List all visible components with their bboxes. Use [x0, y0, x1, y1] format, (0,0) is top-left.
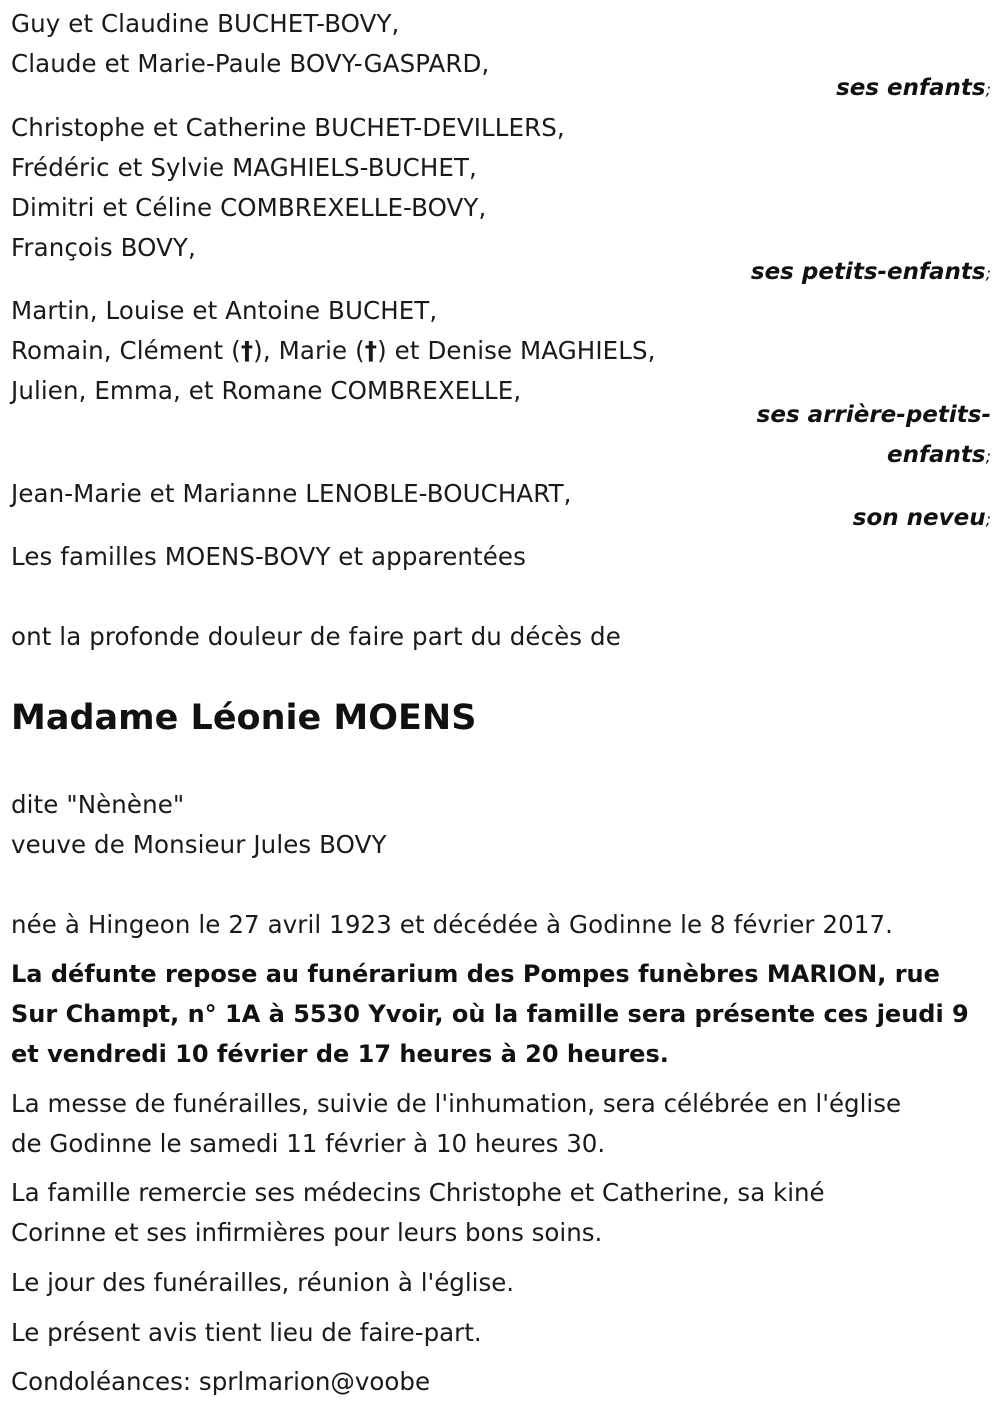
meeting-line: Le jour des funérailles, réunion à l'église.	[11, 1268, 515, 1297]
nephew-line: Jean-Marie et Marianne LENOBLE-BOUCHART,	[11, 479, 572, 508]
families-line: Les familles MOENS-BOVY et apparentées	[11, 542, 526, 571]
grandchildren-line-1: Christophe et Catherine BUCHET-DEVILLERS,	[11, 113, 565, 142]
relation-punct: ;	[985, 510, 991, 529]
text-part: Romain, Clément (	[11, 336, 241, 365]
text-part: ) et Denise MAGHIELS,	[377, 336, 656, 365]
thanks-paragraph	[11, 1173, 991, 1253]
funerarium-line-3: et vendredi 10 février de 17 heures à 20 heures.	[11, 1040, 669, 1068]
great-grandchildren-line-2	[11, 331, 991, 371]
nickname-line: dite "Nènène"	[11, 790, 185, 819]
relation-label: ses petits-enfants	[750, 259, 986, 285]
relation-label-line-1: ses arrière-petits-	[756, 402, 991, 428]
grandchildren-line-4: François BOVY,	[11, 233, 196, 262]
thanks-line-1: La famille remercie ses médecins Christophe et Catherine, sa kiné	[11, 1178, 825, 1207]
funerarium-line-2: Sur Champt, n° 1A à 5530 Yvoir, où la famille sera présente ces jeudi 9	[11, 1000, 969, 1028]
condolences-line: Condoléances: sprlmarion@voobe	[11, 1367, 431, 1396]
relation-punct: ;	[985, 80, 991, 99]
relation-punct: ;	[985, 447, 991, 466]
dates-line: née à Hingeon le 27 avril 1923 et décédée à Godinne le 8 février 2017.	[11, 910, 894, 939]
mass-line-1: La messe de funérailles, suivie de l'inhumation, sera célébrée en l'église	[11, 1089, 902, 1118]
grandchildren-section	[11, 108, 991, 268]
thanks-line-2: Corinne et ses infirmières pour leurs bons soins.	[11, 1218, 603, 1247]
cross-icon: †	[240, 336, 254, 365]
announcement-line: ont la profonde douleur de faire part du décès de	[11, 622, 621, 651]
mass-line-2: de Godinne le samedi 11 février à 10 heures 30.	[11, 1129, 606, 1158]
relation-label-line-2	[11, 435, 991, 477]
mass-paragraph	[11, 1084, 991, 1164]
great-grandchildren-line-1: Martin, Louise et Antoine BUCHET,	[11, 296, 438, 325]
great-grandchildren-section	[11, 291, 991, 411]
notice-line: Le présent avis tient lieu de faire-part.	[11, 1318, 482, 1347]
relation-great-grandchildren	[11, 395, 991, 477]
relation-punct: ;	[985, 264, 991, 283]
relation-label: ses enfants	[836, 75, 986, 101]
children-line-1: Guy et Claudine BUCHET-BOVY,	[11, 9, 400, 38]
deceased-name: Madame Léonie MOENS	[11, 698, 477, 738]
relation-children	[11, 68, 991, 110]
funerarium-paragraph	[11, 954, 991, 1074]
great-grandchildren-line-3: Julien, Emma, et Romane COMBREXELLE,	[11, 376, 522, 405]
relation-grandchildren	[11, 252, 991, 294]
funerarium-line-1: La défunte repose au funérarium des Pompes funèbres MARION, rue	[11, 960, 940, 988]
grandchildren-line-3: Dimitri et Céline COMBREXELLE-BOVY,	[11, 193, 487, 222]
children-line-2: Claude et Marie-Paule BOVY-GASPARD,	[11, 49, 490, 78]
deceased-details	[11, 785, 387, 865]
relation-label: son neveu	[852, 505, 986, 531]
grandchildren-line-2: Frédéric et Sylvie MAGHIELS-BUCHET,	[11, 153, 477, 182]
text-part: ), Marie (	[253, 336, 365, 365]
relation-nephew	[11, 498, 991, 540]
relation-label: enfants	[887, 442, 986, 468]
cross-icon: †	[364, 336, 378, 365]
widow-line: veuve de Monsieur Jules BOVY	[11, 830, 387, 859]
